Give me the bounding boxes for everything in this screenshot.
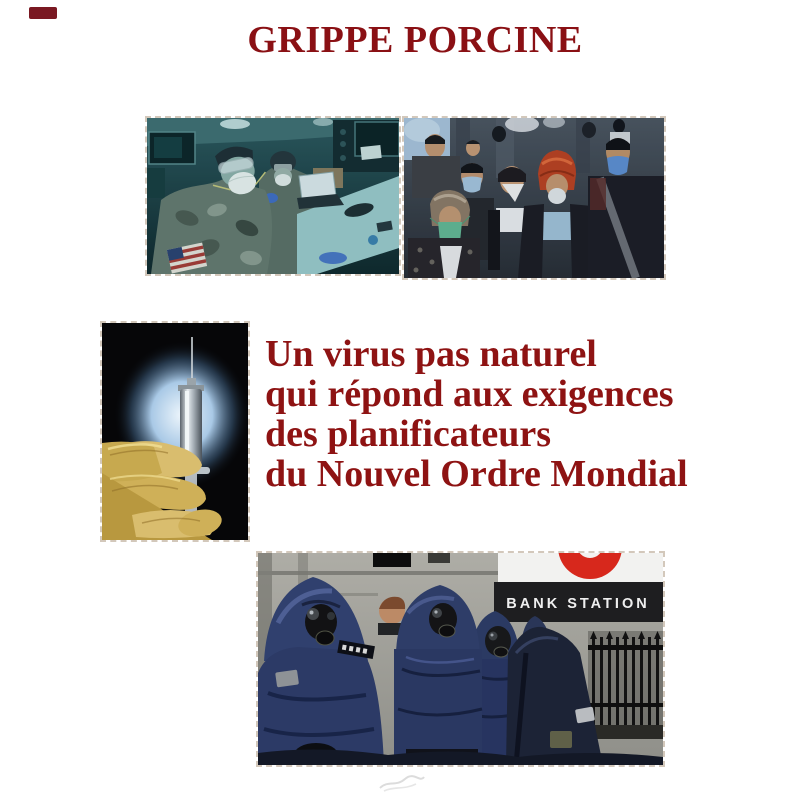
slogan-text xyxy=(265,334,688,494)
crowd-scene-illustration xyxy=(404,118,664,278)
photo-syringe xyxy=(100,321,250,542)
military-scene-illustration xyxy=(147,118,399,274)
syringe-illustration xyxy=(102,323,248,540)
hazmat-scene-illustration xyxy=(258,553,663,765)
faint-pencil-scribble xyxy=(378,772,426,794)
page-title: GRIPPE PORCINE xyxy=(247,19,583,61)
photo-hazmat-squad xyxy=(256,551,665,767)
photo-masked-crowd xyxy=(402,116,666,280)
slogan-line-3: des planificateurs xyxy=(265,413,552,455)
slogan-line-2: qui répond aux exigences xyxy=(265,373,674,415)
slogan-line-1: Un virus pas naturel xyxy=(265,333,597,375)
photo-military-vehicle xyxy=(145,116,401,276)
slogan-line-4: du Nouvel Ordre Mondial xyxy=(265,453,688,495)
bank-station-sign: BANK STATION xyxy=(506,596,650,612)
iron-fence xyxy=(588,631,663,739)
